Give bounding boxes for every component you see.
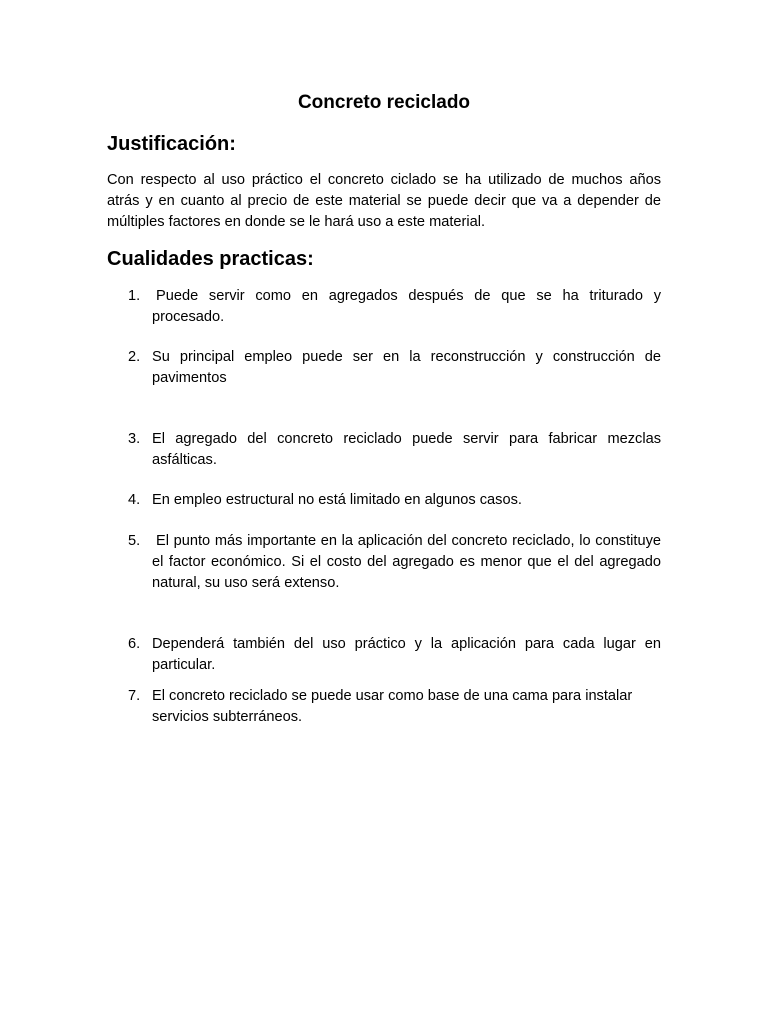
list-item-number: 4.: [128, 492, 141, 508]
heading-justificacion: Justificación:: [107, 133, 236, 155]
list-item: [107, 490, 661, 511]
list-item-text: El agregado del concreto reciclado puede servir para fabricar mezclas asfálticas.: [152, 431, 661, 468]
list-item-text: El concreto reciclado se puede usar como base de una cama para instalar servicios subterráneos.: [152, 688, 633, 725]
list-item: [107, 286, 661, 328]
list-item: [107, 347, 661, 389]
list-item-number: 5.: [128, 533, 141, 549]
list-item-number: 3.: [128, 431, 141, 447]
justificacion-paragraph: Con respecto al uso práctico el concreto ciclado se ha utilizado de muchos años atrás y en cuanto al precio de este material se puede decir que va a depender de múltiples factores en donde se le hará uso a este material.: [107, 172, 661, 230]
document-title: Concreto reciclado: [297, 92, 471, 113]
list-item-text: Su principal empleo puede ser en la reconstrucción y construcción de pavimentos: [152, 349, 661, 386]
list-item-text: Puede servir como en agregados después de que se ha triturado y procesado.: [152, 288, 661, 325]
list-item-number: 7.: [128, 688, 141, 704]
list-item: [107, 634, 661, 676]
heading-cualidades: Cualidades practicas:: [107, 248, 314, 270]
list-item-number: 1.: [128, 288, 141, 304]
list-item: [107, 531, 661, 594]
list-item-text: En empleo estructural no está limitado en algunos casos.: [152, 492, 522, 508]
list-item: [107, 686, 661, 728]
list-item-text: Dependerá también del uso práctico y la aplicación para cada lugar en particular.: [152, 636, 661, 673]
list-item-number: 6.: [128, 636, 141, 652]
list-item: [107, 429, 661, 471]
list-item-number: 2.: [128, 349, 141, 365]
list-item-text: El punto más importante en la aplicación del concreto reciclado, lo constituye el factor económico. Si el costo del agregado es menor que el del agregado natural, su uso será extenso.: [152, 533, 661, 591]
